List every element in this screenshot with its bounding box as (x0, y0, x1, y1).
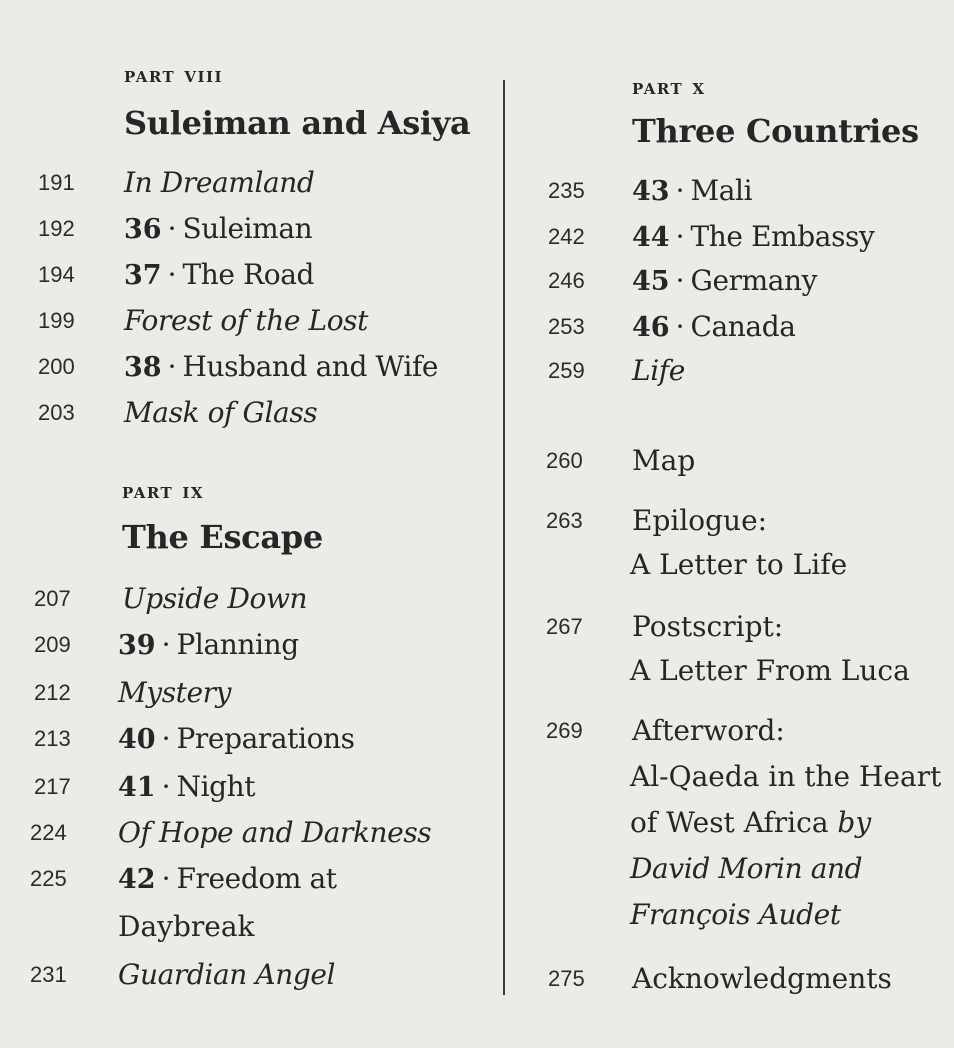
entry-title-continued: Daybreak (118, 910, 255, 943)
entry-title: Of Hope and Darkness (118, 816, 432, 849)
entry-title: 37 · The Road (124, 258, 315, 291)
entry-title-continued: A Letter to Life (630, 548, 848, 581)
entry-title: 42 · Freedom at (118, 862, 337, 895)
entry-title: 36 · Suleiman (124, 212, 313, 245)
entry-title: 38 · Husband and Wife (124, 350, 439, 383)
entry-title-continued: of West Africa by (630, 806, 872, 839)
entry-title: Life (632, 354, 685, 387)
entry-title: 45 · Germany (632, 264, 818, 297)
part-title: Suleiman and Asiya (124, 104, 471, 142)
entry-title: Mystery (118, 676, 232, 709)
entry-author: David Morin and (630, 852, 863, 885)
entry-title: Epilogue: (632, 504, 768, 537)
entry-title: 44 · The Embassy (632, 220, 875, 253)
entry-title-continued: A Letter From Luca (630, 654, 910, 687)
entry-title: 41 · Night (118, 770, 256, 803)
page-number: 194 (38, 262, 75, 287)
part-title: Three Countries (632, 112, 919, 150)
chapter-number: 37 (124, 260, 162, 291)
entry-title: Upside Down (122, 582, 308, 615)
chapter-number: 36 (124, 214, 162, 245)
page-number: 260 (546, 448, 583, 473)
part-label: part viii (124, 62, 224, 88)
page-number: 213 (34, 726, 71, 751)
entry-title: 39 · Planning (118, 628, 299, 661)
page-number: 246 (548, 268, 585, 293)
chapter-number: 44 (632, 222, 670, 253)
entry-title: 40 · Preparations (118, 722, 355, 755)
page-number: 192 (38, 216, 75, 241)
page-number: 217 (34, 774, 71, 799)
page-number: 225 (30, 866, 67, 891)
page-number: 263 (546, 508, 583, 533)
page-number: 253 (548, 314, 585, 339)
page-number: 199 (38, 308, 75, 333)
page-number: 209 (34, 632, 71, 657)
entry-author: François Audet (630, 898, 841, 931)
part-title: The Escape (122, 518, 323, 556)
chapter-number: 40 (118, 724, 156, 755)
entry-title: Forest of the Lost (124, 304, 368, 337)
page-number: 191 (38, 170, 75, 195)
chapter-number: 46 (632, 312, 670, 343)
page-number: 200 (38, 354, 75, 379)
chapter-number: 43 (632, 176, 670, 207)
page-number: 269 (546, 718, 583, 743)
entry-title: In Dreamland (124, 166, 315, 199)
page-number: 203 (38, 400, 75, 425)
page-number: 224 (30, 820, 67, 845)
entry-title: Mask of Glass (124, 396, 318, 429)
chapter-number: 39 (118, 630, 156, 661)
part-label: part ix (122, 478, 205, 504)
page-number: 212 (34, 680, 71, 705)
entry-title: Acknowledgments (632, 962, 892, 995)
page-number: 267 (546, 614, 583, 639)
entry-title: Guardian Angel (118, 958, 336, 991)
page-number: 275 (548, 966, 585, 991)
entry-title: Postscript: (632, 610, 784, 643)
chapter-number: 41 (118, 772, 156, 803)
page-number: 207 (34, 586, 71, 611)
page-number: 259 (548, 358, 585, 383)
page-number: 231 (30, 962, 67, 987)
column-divider (503, 80, 505, 995)
chapter-number: 45 (632, 266, 670, 297)
entry-title-continued: Al-Qaeda in the Heart (630, 760, 942, 793)
page-number: 242 (548, 224, 585, 249)
chapter-number: 42 (118, 864, 156, 895)
part-label: part x (632, 74, 706, 100)
entry-title: Afterword: (632, 714, 785, 747)
entry-title: 43 · Mali (632, 174, 753, 207)
chapter-number: 38 (124, 352, 162, 383)
entry-title: Map (632, 444, 696, 477)
page-number: 235 (548, 178, 585, 203)
entry-title: 46 · Canada (632, 310, 796, 343)
